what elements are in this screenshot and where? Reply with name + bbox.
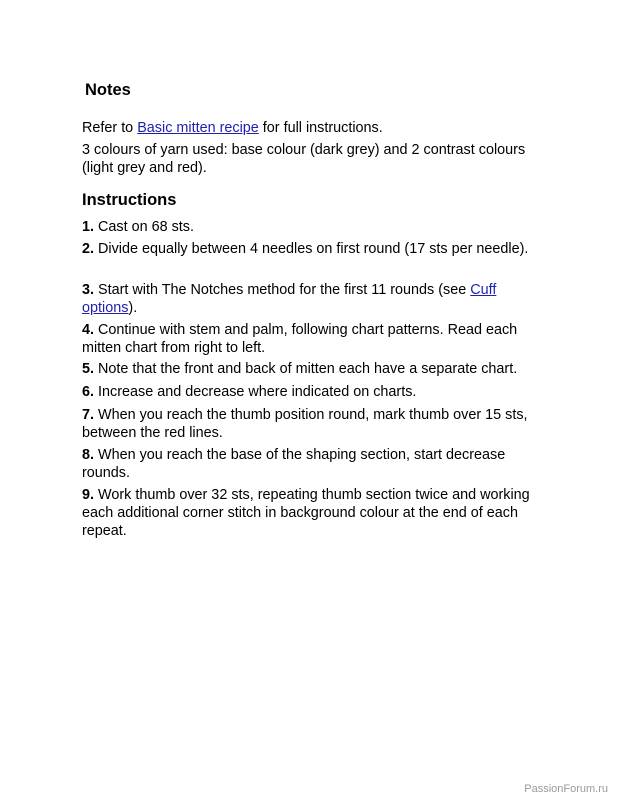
step-2 xyxy=(82,240,542,258)
step-text: Cast on 68 sts. xyxy=(94,219,194,235)
step-number: 3. xyxy=(82,282,95,298)
step-7 xyxy=(82,406,542,442)
step-number: 1. xyxy=(82,219,95,235)
step-text: Continue with stem and palm, following chart patterns. Read each mitten chart from right to left. xyxy=(82,322,518,356)
step-text: When you reach the base of the shaping section, start decrease rounds. xyxy=(82,447,506,481)
step-text: Divide equally between 4 needles on first round (17 sts per needle). xyxy=(94,241,529,257)
step-8 xyxy=(82,446,542,482)
notes-heading: Notes xyxy=(85,81,131,99)
step-number: 8. xyxy=(82,447,95,463)
step-number: 7. xyxy=(82,407,95,423)
refer-text-pre: Refer to xyxy=(82,120,138,136)
step-number: 2. xyxy=(82,241,95,257)
refer-text-post: for full instructions. xyxy=(258,120,383,136)
step-9 xyxy=(82,486,542,540)
watermark: PassionForum.ru xyxy=(524,783,608,795)
refer-paragraph xyxy=(82,119,542,137)
cuff-options-link[interactable]: Cuff options xyxy=(82,282,497,316)
step-text-post: ). xyxy=(128,300,138,316)
basic-mitten-recipe-link[interactable]: Basic mitten recipe xyxy=(137,120,259,136)
yarn-paragraph: 3 colours of yarn used: base colour (dark grey) and 2 contrast colours (light grey and red). xyxy=(82,142,526,176)
step-text: Increase and decrease where indicated on charts. xyxy=(94,384,417,400)
step-text: When you reach the thumb position round, mark thumb over 15 sts, between the red lines. xyxy=(82,407,528,441)
step-6 xyxy=(82,383,542,401)
step-1 xyxy=(82,218,542,236)
step-number: 5. xyxy=(82,361,95,377)
step-4 xyxy=(82,321,542,357)
step-5 xyxy=(82,360,542,378)
step-text: Note that the front and back of mitten each have a separate chart. xyxy=(94,361,518,377)
step-number: 4. xyxy=(82,322,95,338)
step-number: 6. xyxy=(82,384,95,400)
instructions-heading: Instructions xyxy=(82,191,177,209)
step-3 xyxy=(82,281,542,317)
step-number: 9. xyxy=(82,487,95,503)
step-text-pre: Start with The Notches method for the first 11 rounds (see xyxy=(94,282,471,298)
step-text: Work thumb over 32 sts, repeating thumb section twice and working each additional corner stitch in background colour at the end of each repeat. xyxy=(82,487,530,539)
